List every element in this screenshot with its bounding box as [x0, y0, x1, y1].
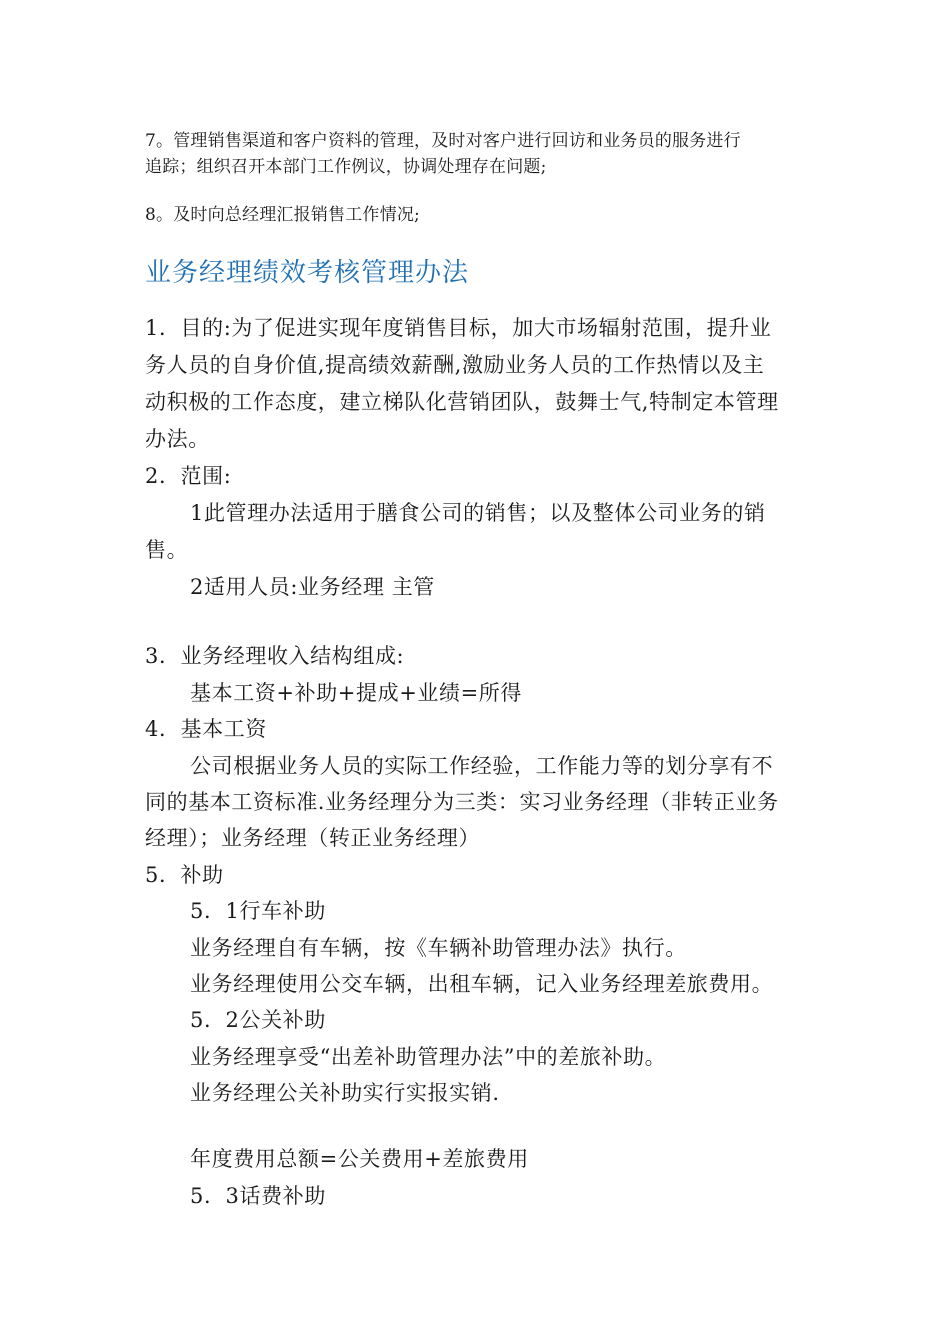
scope-item-1-line-2: 售。	[145, 538, 189, 562]
purpose-line-3: 动积极的工作态度，建立梯队化营销团队，鼓舞士气,特制定本管理	[145, 390, 779, 414]
base-salary-line-2: 同的基本工资标准.业务经理分为三类：实习业务经理（非转正业务	[145, 790, 779, 814]
scope-heading: 2．范围:	[145, 464, 232, 488]
allowance-heading: 5．补助	[145, 863, 224, 887]
item-7-line-2: 追踪；组织召开本部门工作例议，协调处理存在问题;	[145, 157, 547, 177]
vehicle-allowance-heading: 5．1行车补助	[190, 899, 326, 923]
purpose-line-4: 办法。	[145, 427, 210, 451]
vehicle-allowance-line-1: 业务经理自有车辆，按《车辆补助管理办法》执行。	[190, 936, 687, 960]
base-salary-heading: 4．基本工资	[145, 717, 267, 741]
purpose-line-2: 务人员的自身价值,提高绩效薪酬,激励业务人员的工作热情以及主	[145, 353, 765, 377]
purpose-line-1: 1．目的:为了促进实现年度销售目标，加大市场辐射范围，提升业	[145, 316, 772, 340]
section-title: 业务经理绩效考核管理办法	[145, 258, 470, 288]
income-structure-heading: 3．业务经理收入结构组成:	[145, 644, 405, 668]
annual-expense-formula: 年度费用总额=公关费用+差旅费用	[190, 1147, 529, 1171]
pr-allowance-line-2: 业务经理公关补助实行实报实销.	[190, 1081, 500, 1105]
item-7-line-1: 7。管理销售渠道和客户资料的管理，及时对客户进行回访和业务员的服务进行	[145, 131, 741, 151]
scope-item-2: 2适用人员:业务经理 主管	[190, 575, 435, 599]
pr-allowance-line-1: 业务经理享受“出差补助管理办法”中的差旅补助。	[190, 1045, 667, 1069]
income-formula: 基本工资+补助+提成+业绩=所得	[190, 681, 522, 705]
vehicle-allowance-line-2: 业务经理使用公交车辆，出租车辆，记入业务经理差旅费用。	[190, 972, 774, 996]
phone-allowance-heading: 5．3话费补助	[190, 1184, 326, 1208]
base-salary-line-3: 经理）；业务经理（转正业务经理）	[145, 826, 481, 850]
scope-item-1-line-1: 1此管理办法适用于膳食公司的销售；以及整体公司业务的销	[190, 501, 766, 525]
item-8: 8。及时向总经理汇报销售工作情况;	[145, 205, 420, 225]
pr-allowance-heading: 5．2公关补助	[190, 1008, 326, 1032]
base-salary-line-1: 公司根据业务人员的实际工作经验，工作能力等的划分享有不	[190, 754, 774, 778]
